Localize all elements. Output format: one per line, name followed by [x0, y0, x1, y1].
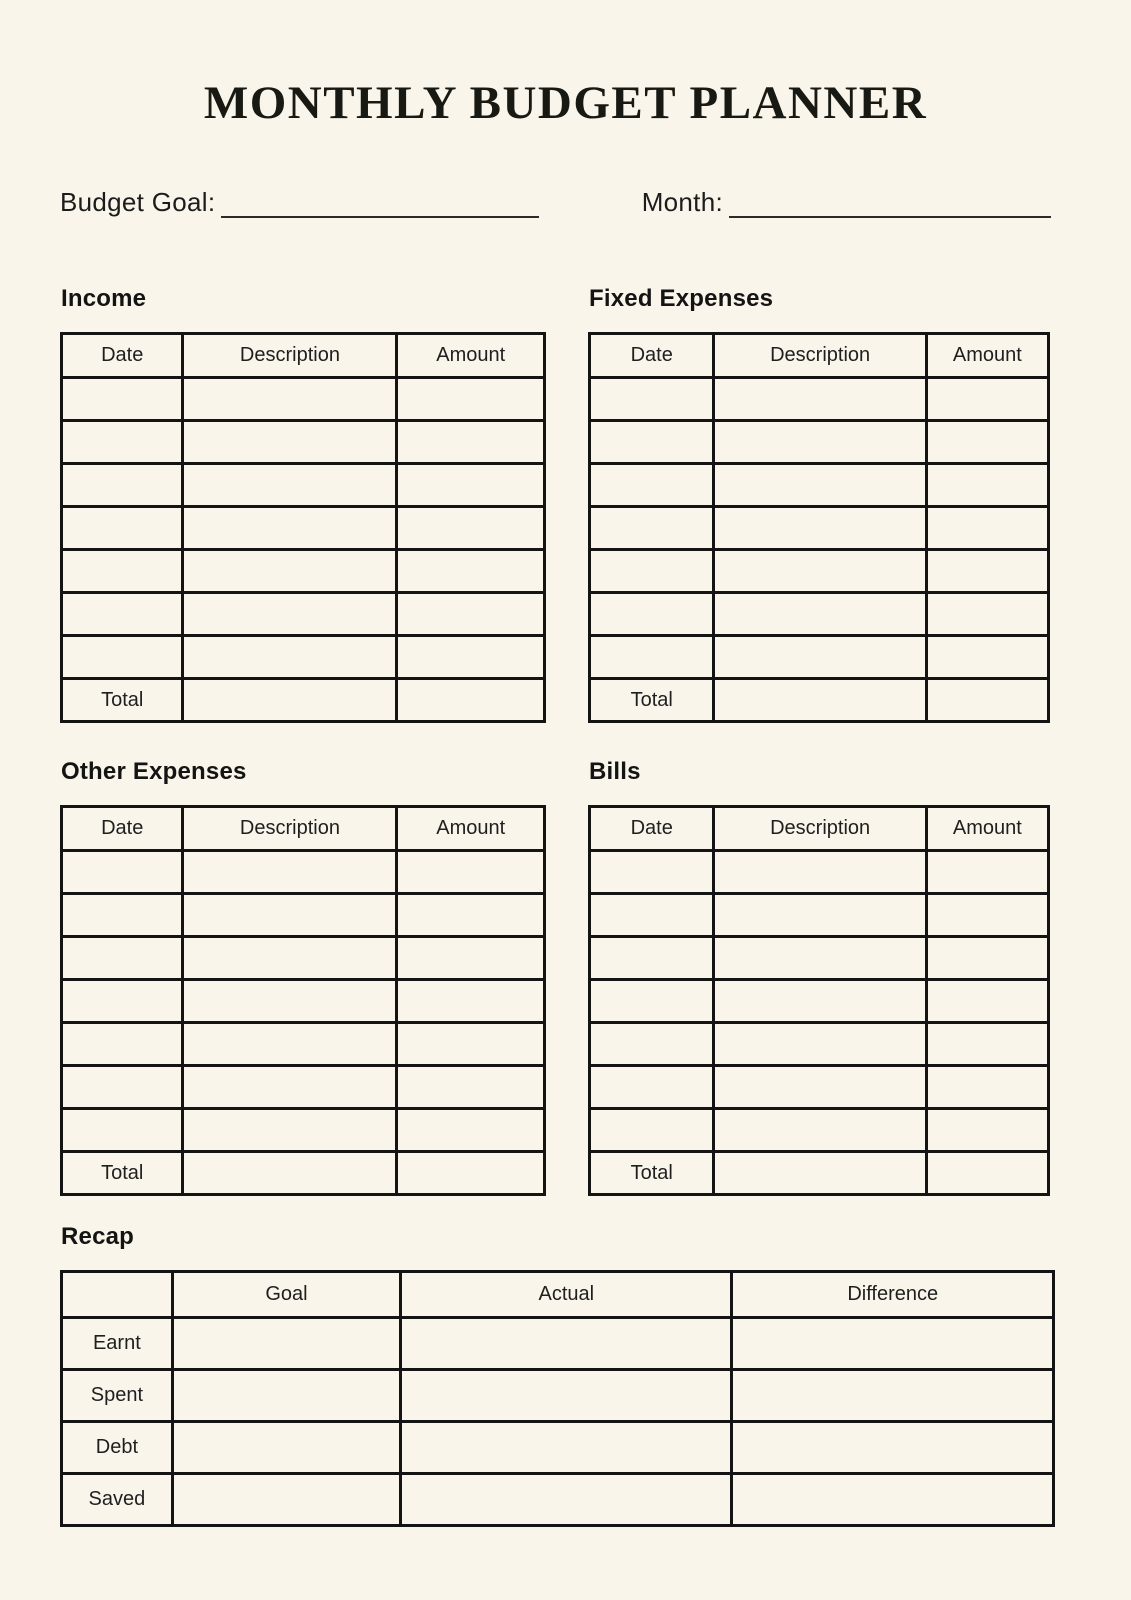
earnt-difference-cell[interactable]: [732, 1318, 1054, 1370]
recap-row-label: Saved: [62, 1474, 173, 1526]
empty-cell[interactable]: [926, 1066, 1048, 1109]
section-income: [60, 284, 546, 723]
empty-cell[interactable]: [62, 937, 183, 980]
empty-cell[interactable]: [714, 464, 926, 507]
table-empty-row: [62, 593, 545, 636]
empty-cell[interactable]: [183, 980, 397, 1023]
empty-cell[interactable]: [397, 593, 545, 636]
table-empty-row: [62, 894, 545, 937]
empty-cell[interactable]: [183, 507, 397, 550]
total-label: Total: [62, 1152, 183, 1195]
empty-cell[interactable]: [397, 636, 545, 679]
budget-goal-label: Budget Goal:: [60, 186, 216, 217]
table-empty-row: [590, 464, 1049, 507]
empty-cell[interactable]: [714, 421, 926, 464]
budget-goal-field: [60, 186, 539, 218]
total-amount-cell[interactable]: [926, 679, 1048, 722]
table-header-row: [590, 334, 1049, 378]
difference-column-header: Difference: [732, 1272, 1054, 1318]
table-empty-row: [62, 1066, 545, 1109]
total-label: Total: [62, 679, 183, 722]
section-fixed-expenses: [588, 284, 1050, 723]
budget-goal-line[interactable]: [221, 186, 539, 218]
table-empty-row: [590, 378, 1049, 421]
recap-blank-header: [62, 1272, 173, 1318]
empty-cell[interactable]: [397, 851, 545, 894]
empty-cell[interactable]: [397, 1109, 545, 1152]
empty-cell[interactable]: [926, 636, 1048, 679]
empty-cell[interactable]: [926, 1023, 1048, 1066]
empty-cell[interactable]: [590, 1109, 714, 1152]
empty-cell[interactable]: [62, 1109, 183, 1152]
empty-cell[interactable]: [62, 550, 183, 593]
recap-table: [60, 1270, 1055, 1527]
bills-table: [588, 805, 1050, 1196]
empty-cell[interactable]: [714, 1109, 926, 1152]
table-empty-row: [62, 980, 545, 1023]
empty-cell[interactable]: [590, 1066, 714, 1109]
empty-cell[interactable]: [590, 1023, 714, 1066]
empty-cell[interactable]: [590, 378, 714, 421]
table-empty-row: [62, 1109, 545, 1152]
table-empty-row: [590, 851, 1049, 894]
empty-cell[interactable]: [926, 464, 1048, 507]
empty-cell[interactable]: [62, 421, 183, 464]
table-empty-row: [62, 937, 545, 980]
empty-cell[interactable]: [62, 851, 183, 894]
empty-cell[interactable]: [590, 550, 714, 593]
empty-cell[interactable]: [714, 1023, 926, 1066]
empty-cell[interactable]: [397, 378, 545, 421]
total-amount-cell[interactable]: [397, 1152, 545, 1195]
table-empty-row: [590, 1023, 1049, 1066]
table-empty-row: [62, 851, 545, 894]
section-recap: [0, 1222, 1131, 1527]
table-empty-row: [62, 378, 545, 421]
empty-cell[interactable]: [714, 593, 926, 636]
income-title: Income: [61, 285, 147, 313]
empty-cell[interactable]: [926, 421, 1048, 464]
empty-cell[interactable]: [183, 636, 397, 679]
empty-cell[interactable]: [397, 937, 545, 980]
amount-column-header: Amount: [926, 807, 1048, 851]
total-row: [62, 1152, 545, 1195]
income-table: [60, 332, 546, 723]
empty-cell[interactable]: [714, 550, 926, 593]
empty-cell[interactable]: [397, 550, 545, 593]
description-column-header: Description: [183, 807, 397, 851]
month-label: Month:: [641, 186, 723, 217]
earnt-actual-cell[interactable]: [401, 1318, 732, 1370]
table-empty-row: [590, 421, 1049, 464]
table-empty-row: [590, 937, 1049, 980]
empty-cell[interactable]: [62, 636, 183, 679]
recap-row-saved: [62, 1474, 1054, 1526]
empty-cell[interactable]: [926, 980, 1048, 1023]
table-empty-row: [62, 507, 545, 550]
section-bills: [588, 757, 1050, 1196]
empty-cell[interactable]: [397, 1023, 545, 1066]
table-empty-row: [590, 636, 1049, 679]
empty-cell[interactable]: [590, 851, 714, 894]
table-empty-row: [590, 507, 1049, 550]
bills-title: Bills: [589, 758, 641, 786]
table-empty-row: [590, 593, 1049, 636]
actual-column-header: Actual: [401, 1272, 732, 1318]
total-row: [590, 1152, 1049, 1195]
amount-column-header: Amount: [926, 334, 1048, 378]
recap-row-debt: [62, 1422, 1054, 1474]
fixed-expenses-table: [588, 332, 1050, 723]
spent-actual-cell[interactable]: [401, 1370, 732, 1422]
empty-cell[interactable]: [397, 894, 545, 937]
empty-cell[interactable]: [590, 894, 714, 937]
saved-actual-cell[interactable]: [401, 1474, 732, 1526]
recap-row-spent: [62, 1370, 1054, 1422]
empty-cell[interactable]: [926, 507, 1048, 550]
amount-column-header: Amount: [397, 334, 545, 378]
empty-cell[interactable]: [183, 550, 397, 593]
empty-cell[interactable]: [926, 937, 1048, 980]
empty-cell[interactable]: [926, 894, 1048, 937]
empty-cell[interactable]: [714, 851, 926, 894]
table-empty-row: [590, 550, 1049, 593]
saved-goal-cell[interactable]: [172, 1474, 400, 1526]
total-description-cell[interactable]: [714, 679, 926, 722]
total-description-cell[interactable]: [183, 679, 397, 722]
header-fields: [0, 186, 1131, 218]
empty-cell[interactable]: [714, 378, 926, 421]
empty-cell[interactable]: [183, 894, 397, 937]
table-header-row: [590, 807, 1049, 851]
total-description-cell[interactable]: [183, 1152, 397, 1195]
recap-row-label: Earnt: [62, 1318, 173, 1370]
empty-cell[interactable]: [926, 593, 1048, 636]
debt-goal-cell[interactable]: [172, 1422, 400, 1474]
description-column-header: Description: [183, 334, 397, 378]
empty-cell[interactable]: [183, 937, 397, 980]
table-empty-row: [62, 1023, 545, 1066]
empty-cell[interactable]: [183, 851, 397, 894]
table-empty-row: [62, 464, 545, 507]
empty-cell[interactable]: [590, 464, 714, 507]
debt-actual-cell[interactable]: [401, 1422, 732, 1474]
empty-cell[interactable]: [926, 1109, 1048, 1152]
total-amount-cell[interactable]: [926, 1152, 1048, 1195]
empty-cell[interactable]: [183, 1109, 397, 1152]
recap-title: Recap: [61, 1223, 135, 1251]
recap-row-label: Debt: [62, 1422, 173, 1474]
table-header-row: [62, 334, 545, 378]
empty-cell[interactable]: [62, 593, 183, 636]
recap-header-row: [62, 1272, 1054, 1318]
tables-grid: [0, 284, 1131, 1196]
description-column-header: Description: [714, 334, 926, 378]
empty-cell[interactable]: [590, 980, 714, 1023]
empty-cell[interactable]: [62, 1023, 183, 1066]
table-empty-row: [590, 1109, 1049, 1152]
table-header-row: [62, 807, 545, 851]
empty-cell[interactable]: [714, 1066, 926, 1109]
empty-cell[interactable]: [397, 464, 545, 507]
empty-cell[interactable]: [62, 464, 183, 507]
empty-cell[interactable]: [590, 421, 714, 464]
empty-cell[interactable]: [183, 1066, 397, 1109]
recap-row-earnt: [62, 1318, 1054, 1370]
other-expenses-title: Other Expenses: [61, 758, 247, 786]
table-empty-row: [590, 980, 1049, 1023]
table-empty-row: [590, 894, 1049, 937]
empty-cell[interactable]: [590, 636, 714, 679]
total-row: [62, 679, 545, 722]
empty-cell[interactable]: [714, 636, 926, 679]
month-line[interactable]: [729, 186, 1051, 218]
total-label: Total: [590, 1152, 714, 1195]
table-empty-row: [62, 421, 545, 464]
month-field: [642, 186, 1051, 218]
empty-cell[interactable]: [62, 1066, 183, 1109]
recap-row-label: Spent: [62, 1370, 173, 1422]
empty-cell[interactable]: [62, 378, 183, 421]
fixed-expenses-title: Fixed Expenses: [589, 285, 774, 313]
empty-cell[interactable]: [397, 421, 545, 464]
empty-cell[interactable]: [926, 378, 1048, 421]
table-empty-row: [62, 636, 545, 679]
empty-cell[interactable]: [714, 937, 926, 980]
date-column-header: Date: [590, 334, 714, 378]
other-expenses-table: [60, 805, 546, 1196]
empty-cell[interactable]: [183, 378, 397, 421]
empty-cell[interactable]: [62, 894, 183, 937]
section-other-expenses: [60, 757, 546, 1196]
debt-difference-cell[interactable]: [732, 1422, 1054, 1474]
total-description-cell[interactable]: [714, 1152, 926, 1195]
empty-cell[interactable]: [183, 464, 397, 507]
earnt-goal-cell[interactable]: [172, 1318, 400, 1370]
total-label: Total: [590, 679, 714, 722]
goal-column-header: Goal: [172, 1272, 400, 1318]
description-column-header: Description: [714, 807, 926, 851]
table-empty-row: [62, 550, 545, 593]
empty-cell[interactable]: [183, 421, 397, 464]
empty-cell[interactable]: [397, 1066, 545, 1109]
empty-cell[interactable]: [590, 937, 714, 980]
empty-cell[interactable]: [590, 507, 714, 550]
date-column-header: Date: [590, 807, 714, 851]
saved-difference-cell[interactable]: [732, 1474, 1054, 1526]
empty-cell[interactable]: [926, 550, 1048, 593]
amount-column-header: Amount: [397, 807, 545, 851]
total-amount-cell[interactable]: [397, 679, 545, 722]
empty-cell[interactable]: [926, 851, 1048, 894]
date-column-header: Date: [62, 807, 183, 851]
page-title: MONTHLY BUDGET PLANNER: [203, 77, 928, 129]
empty-cell[interactable]: [590, 593, 714, 636]
empty-cell[interactable]: [183, 1023, 397, 1066]
spent-difference-cell[interactable]: [732, 1370, 1054, 1422]
empty-cell[interactable]: [714, 894, 926, 937]
date-column-header: Date: [62, 334, 183, 378]
empty-cell[interactable]: [62, 980, 183, 1023]
empty-cell[interactable]: [397, 980, 545, 1023]
empty-cell[interactable]: [62, 507, 183, 550]
empty-cell[interactable]: [183, 593, 397, 636]
spent-goal-cell[interactable]: [172, 1370, 400, 1422]
empty-cell[interactable]: [714, 980, 926, 1023]
total-row: [590, 679, 1049, 722]
empty-cell[interactable]: [714, 507, 926, 550]
empty-cell[interactable]: [397, 507, 545, 550]
table-empty-row: [590, 1066, 1049, 1109]
